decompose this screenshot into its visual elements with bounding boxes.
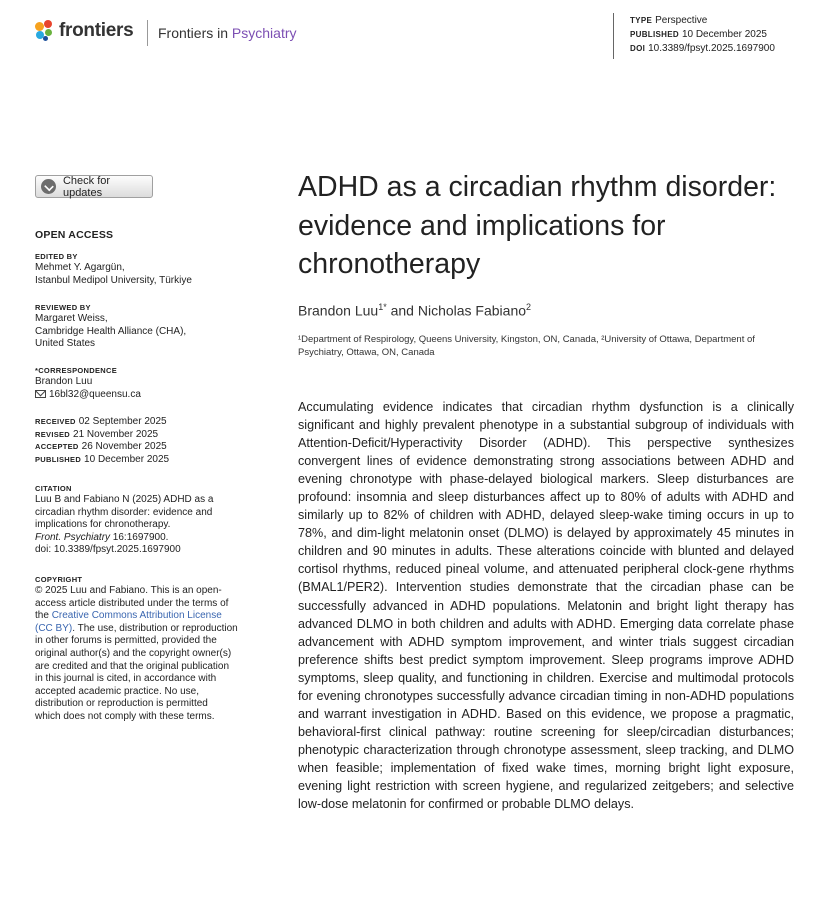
copyright-line: access article distributed under the terms of (35, 597, 229, 609)
published-label: PUBLISHED (630, 30, 679, 39)
accepted-date: 26 November 2025 (81, 441, 167, 453)
citation-label: CITATION (35, 484, 72, 493)
doi-value[interactable]: 10.3389/fpsyt.2025.1697900 (648, 43, 775, 54)
journal-prefix: Frontiers in (158, 25, 232, 41)
check-icon (41, 179, 56, 194)
revised-date: 21 November 2025 (73, 428, 159, 440)
edited-by-section (35, 251, 265, 287)
reviewer-affiliation: Cambridge Health Alliance (CHA), (35, 325, 187, 337)
author-name[interactable]: Nicholas Fabiano (417, 302, 527, 319)
affiliations: ¹Department of Respirology, Queens University, Kingston, ON, Canada, ²University of Ottawa, Department of Psychiatry, Ottawa, ON, Canada (298, 334, 755, 358)
license-link[interactable]: Creative Commons Attribution License (51, 610, 222, 622)
reviewer-name: Margaret Weiss, (35, 313, 108, 324)
frontiers-logo-icon (35, 20, 55, 42)
published-date: 10 December 2025 (84, 453, 170, 465)
correspondent-email[interactable] (35, 389, 265, 402)
article-meta (630, 14, 775, 56)
copyright-line: in other forums is permitted, provided the (35, 635, 217, 647)
copyright-line: © 2025 Luu and Fabiano. This is an open- (35, 585, 222, 596)
citation-section (35, 483, 265, 557)
meta-divider (613, 13, 614, 59)
received-date: 02 September 2025 (78, 416, 167, 427)
copyright-line: original author(s) and the copyright owner(s) (35, 647, 232, 659)
published-date-label: PUBLISHED (35, 454, 82, 464)
received-label: RECEIVED (35, 417, 76, 426)
frontiers-logo[interactable] (35, 20, 133, 42)
abstract-text: Accumulating evidence indicates that circadian rhythm dysfunction is a clinically significant and highly prevalent phenotype in a substantial subgroup of individuals with Attention-Deficit/Hyperactivity Disorder (ADHD). This perspective synthesizes convergent lines of evidence demonstrating strong associations between ADHD and evening chronotype with phase-delayed biological markers. Sleep disturbances are profound: insomnia and sleep disturbances affect up to 80% of adults with ADHD and similarly up to 82% of children with ADHD, delayed sleep-wake timing occurs in up to 78%, and dim-light melatonin onset (DLMO) is delayed by approximately 45 minutes in children and 90 minutes in adults. These alterations coincide with blunted and delayed cortisol rhythms, reduced pineal volume, and attenuated peripheral clock-gene rhythms (BMAL1/PER2). Intervention studies demonstrate that the circadian phase can be successfully advanced in ADHD populations. Melatonin and bright light therapy has advanced DLMO in both children and adults with ADHD. Emerging data correlate phase advancement with ADHD symptom improvement, and winter trials suggest circadian preference shifts best predict symptom improvement. Sleep programs improve ADHD symptoms, sleep quality, and functioning in children. Exercise and multimodal protocols for evening chronotypes successfully advance circadian timing in non-ADHD populations and warrant investigation in ADHD. Based on this evidence, we propose a pragmatic, behavioral-first clinical pathway: routine screening for sleep/circadian disturbances; phenotypic characterization through chronotype assessment, sleep tracking, and DLMO when feasible; implementation of fixed wake times, morning bright light exposure, evening light restriction with screen hygiene, and regularized zeitgebers; and selective low-dose melatonin for confirmed or probable DLMO delays. (298, 400, 794, 812)
correspondent-name: Brandon Luu (35, 376, 93, 387)
copyright-line: the (35, 610, 52, 622)
citation-line: circadian rhythm disorder: evidence and (35, 506, 213, 518)
copyright-line: distribution or reproduction is permitted (35, 698, 208, 710)
copyright-line: accepted academic practice. No use, (35, 685, 199, 697)
author-affiliation-marker: 1* (378, 302, 387, 312)
type-value: Perspective (655, 15, 708, 26)
copyright-line: which does not comply with these terms. (35, 710, 215, 722)
dates-section (35, 416, 265, 466)
author-affiliation-marker: 2 (526, 302, 532, 312)
copyright-line: are credited and that the original publication (35, 660, 230, 672)
copyright-line: . The use, distribution or reproduction (72, 622, 238, 634)
email-text: 16bl32@queensu.ca (49, 388, 141, 400)
author-list (298, 302, 531, 319)
edited-by-label: EDITED BY (35, 252, 78, 261)
article-title: ADHD as a circadian rhythm disorder: evidence and implications for chronotherapy (298, 171, 777, 280)
revised-label: REVISED (35, 429, 71, 439)
author-name[interactable]: Brandon Luu (298, 302, 379, 319)
editor-name: Mehmet Y. Agargün, (35, 262, 125, 273)
journal-name[interactable] (158, 25, 297, 41)
journal-subject: Psychiatry (231, 25, 297, 41)
type-label: TYPE (630, 16, 653, 25)
mail-icon (35, 390, 46, 398)
doi-label: DOI (630, 44, 646, 53)
reviewed-by-label: REVIEWED BY (35, 303, 91, 312)
reviewer-affiliation-country: United States (35, 338, 96, 350)
publisher-name: frontiers (59, 20, 134, 41)
reviewed-by-section (35, 302, 265, 351)
copyright-section (35, 574, 265, 724)
open-access-label: OPEN ACCESS (35, 229, 114, 241)
accepted-label: ACCEPTED (35, 442, 79, 452)
citation-volume: 16:1697900. (110, 531, 169, 543)
header-divider (147, 20, 148, 46)
citation-doi[interactable]: doi: 10.3389/fpsyt.2025.1697900 (35, 544, 181, 556)
check-for-updates-label: Check for updates (62, 174, 111, 199)
citation-line: Luu B and Fabiano N (2025) ADHD as a (35, 494, 214, 505)
published-value: 10 December 2025 (681, 29, 767, 40)
citation-line: implications for chronotherapy. (35, 519, 171, 531)
cc-by-link[interactable]: (CC BY) (35, 622, 73, 634)
check-for-updates-button[interactable] (35, 175, 153, 198)
author-separator: and (386, 302, 418, 319)
editor-affiliation: Istanbul Medipol University, Türkiye (35, 274, 192, 286)
correspondence-section (35, 365, 265, 401)
correspondence-label: *CORRESPONDENCE (35, 366, 118, 375)
copyright-label: COPYRIGHT (35, 575, 83, 584)
citation-journal: Front. Psychiatry (35, 531, 111, 543)
copyright-line: in this journal is cited, in accordance with (35, 673, 217, 685)
